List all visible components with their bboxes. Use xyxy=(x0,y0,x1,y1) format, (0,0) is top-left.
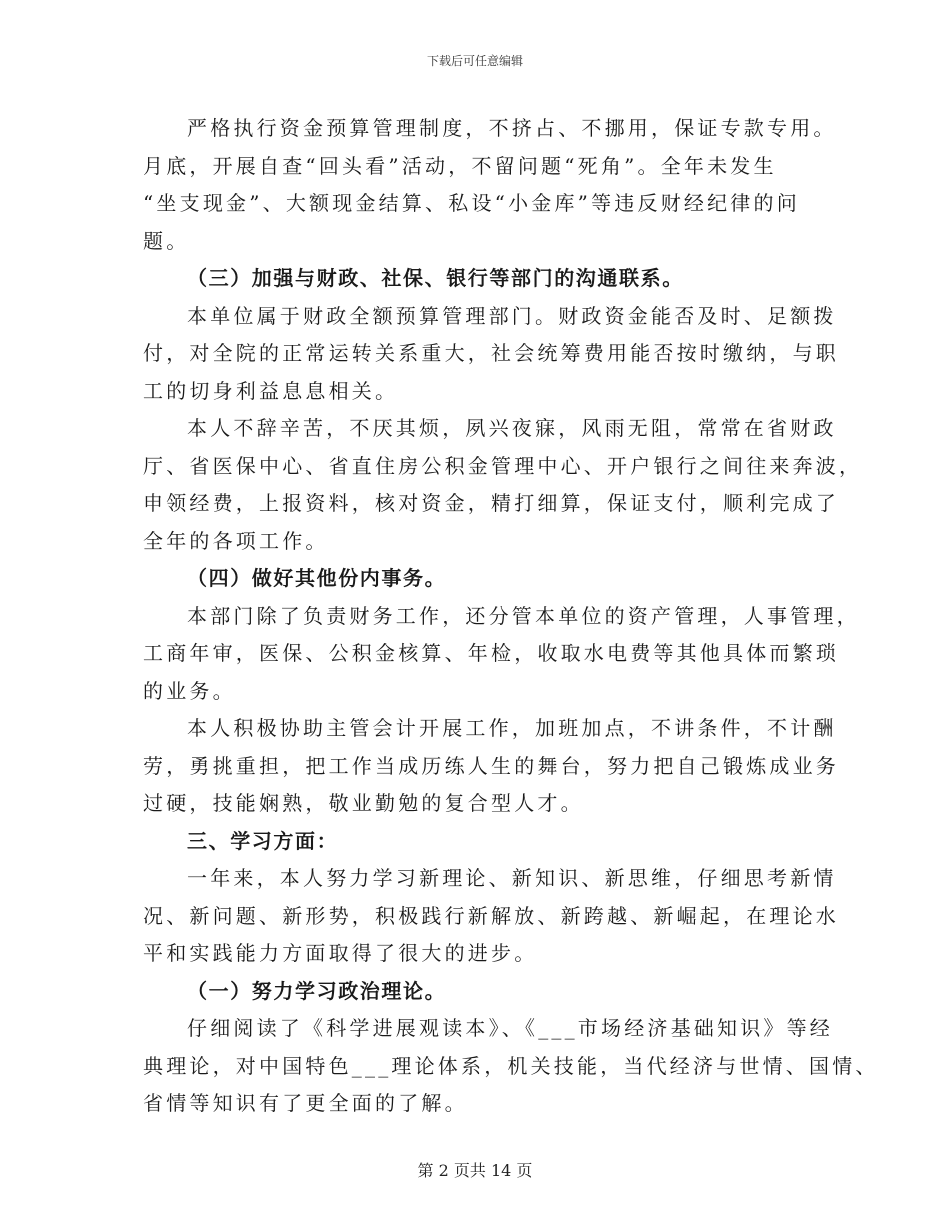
paragraph-line: 省情等知识有了更全面的了解。 xyxy=(143,1091,468,1115)
paragraph-line: 平和实践能力方面取得了很大的进步。 xyxy=(143,941,538,965)
paragraph-line: 一年来，本人努力学习新理论、新知识、新思维，仔细思考新情 xyxy=(187,866,837,890)
paragraph-line: 仔细阅读了《科学进展观读本》、《___市场经济基础知识》等经 xyxy=(187,1016,833,1040)
paragraph-line: 本部门除了负责财务工作，还分管本单位的资产管理，人事管理， xyxy=(187,603,860,628)
paragraph-line: 工商年审，医保、公积金核算、年检，收取水电费等其他具体而繁琐 xyxy=(143,641,839,665)
paragraph-line: 厅、省医保中心、省直住房公积金管理中心、开户银行之间往来奔波， xyxy=(143,453,863,478)
paragraph-line: 的业务。 xyxy=(143,678,236,703)
page-header: 下载后可任意编辑 xyxy=(426,54,523,68)
paragraph xyxy=(143,710,839,823)
paragraph-line: 本人积极协助主管会计开展工作，加班加点，不讲条件，不计酬 xyxy=(187,716,837,740)
document-body xyxy=(143,110,879,1123)
paragraph-line: 典理论，对中国特色___理论体系，机关技能，当代经济与世情、国情、 xyxy=(143,1053,879,1078)
paragraph-line: 过硬，技能娴熟，敬业勤勉的复合型人才。 xyxy=(143,791,584,815)
paragraph xyxy=(143,598,860,711)
paragraph xyxy=(143,298,839,411)
section-heading: （四）做好其他份内事务。 xyxy=(187,566,447,590)
paragraph-line: 本人不辞辛苦，不厌其烦，夙兴夜寐，风雨无阻，常常在省财政 xyxy=(187,416,837,440)
paragraph-line: “坐支现金”、大额现金结算、私设“小金库”等违反财经纪律的问 xyxy=(143,191,800,215)
section-heading: 三、学习方面： xyxy=(187,828,339,853)
paragraph-line: 付，对全院的正常运转关系重大，社会统筹费用能否按时缴纳，与职 xyxy=(143,341,839,365)
paragraph-line: 题。 xyxy=(143,228,190,253)
paragraph-line: 况、新问题、新形势，积极践行新解放、新跨越、新崛起，在理论水 xyxy=(143,903,839,928)
paragraph-line: 月底，开展自查“回头看”活动，不留问题“死角”。全年未发生 xyxy=(143,153,777,178)
paragraph-line: 本单位属于财政全额预算管理部门。财政资金能否及时、足额拨 xyxy=(187,303,837,328)
paragraph xyxy=(143,1010,879,1123)
paragraph xyxy=(143,410,863,560)
section-heading: （一）努力学习政治理论。 xyxy=(187,978,447,1003)
paragraph-line: 严格执行资金预算管理制度，不挤占、不挪用，保证专款专用。 xyxy=(187,116,837,140)
section-heading: （三）加强与财政、社保、银行等部门的沟通联系。 xyxy=(187,266,684,290)
paragraph xyxy=(143,110,837,260)
page-footer: 第 2 页共 14 页 xyxy=(417,1161,533,1180)
paragraph-line: 劳，勇挑重担，把工作当成历练人生的舞台，努力把自己锻炼成业务 xyxy=(143,753,839,778)
paragraph-line: 全年的各项工作。 xyxy=(143,528,329,553)
paragraph-line: 申领经费，上报资料，核对资金，精打细算，保证支付，顺利完成了 xyxy=(143,491,839,515)
paragraph xyxy=(143,860,839,973)
paragraph-line: 工的切身利益息息相关。 xyxy=(143,378,399,403)
